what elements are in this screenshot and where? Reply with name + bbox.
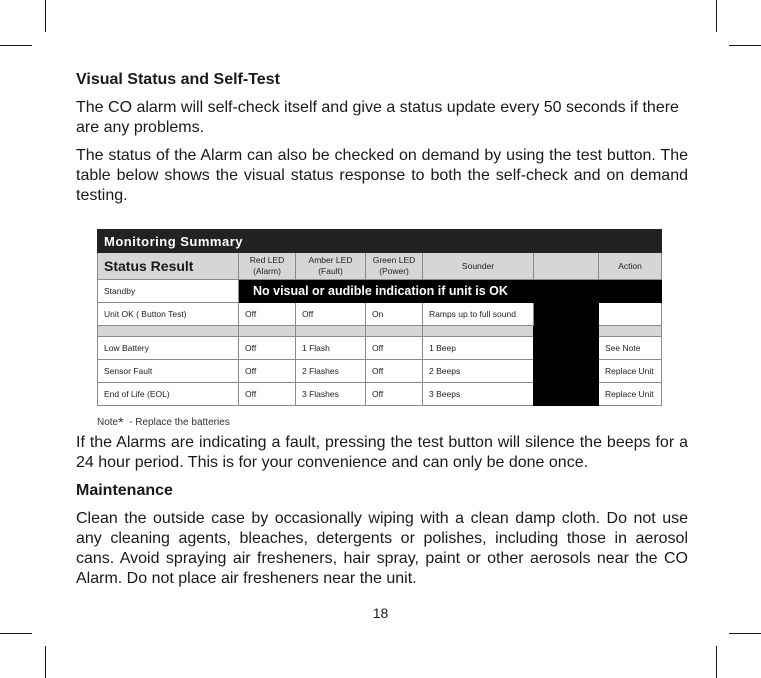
crop-mark [45,646,46,678]
cell-action: See Note [599,337,662,360]
cell-green: Off [366,337,423,360]
cell-red: Off [239,360,296,383]
cell-action: Replace Unit [599,383,662,406]
section-title: Visual Status and Self-Test [76,71,280,88]
cell-amber: 2 Flashes [296,360,366,383]
table-row-standby [98,280,662,303]
header-green-led: Green LED (Power) [366,253,423,280]
cell-action [599,303,662,326]
cell-sounder: Ramps up to full sound [423,303,534,326]
cell-amber: Off [296,303,366,326]
crop-mark [729,633,761,634]
asterisk: * [118,414,124,430]
row-label: End of Life (EOL) [98,383,239,406]
header-red-led: Red LED (Alarm) [239,253,296,280]
cell-amber: 3 Flashes [296,383,366,406]
crop-mark [729,45,761,46]
cell-red: Off [239,383,296,406]
table-title: Monitoring Summary [98,230,662,253]
table-header-row [98,253,662,280]
cell-red: Off [239,337,296,360]
cell-red: Off [239,303,296,326]
top-text [76,70,688,214]
monitoring-summary-table [97,229,662,406]
cell-action: Replace Unit [599,360,662,383]
header-amber-led: Amber LED (Fault) [296,253,366,280]
self-check-paragraph: The CO alarm will self-check itself and give a status update every 50 seconds if there are any problems. [76,99,679,136]
bottom-text [76,433,688,597]
cell-green: Off [366,360,423,383]
cell-green: Off [366,383,423,406]
header-sounder: Sounder [423,253,534,280]
header-empty [534,253,599,280]
page-number: 18 [372,605,389,621]
note-text: - Replace the batteries [129,417,230,428]
row-label: Sensor Fault [98,360,239,383]
cell-green: On [366,303,423,326]
maintenance-title: Maintenance [76,482,173,499]
black-cell [534,303,599,406]
cell-sounder: 1 Beep [423,337,534,360]
cell-amber: 1 Flash [296,337,366,360]
row-label: Standby [98,280,239,303]
cell-sounder: 2 Beeps [423,360,534,383]
crop-mark [0,45,32,46]
crop-mark [0,633,32,634]
crop-mark [716,646,717,678]
cell-sounder: 3 Beeps [423,383,534,406]
header-action: Action [599,253,662,280]
silence-paragraph: If the Alarms are indicating a fault, pressing the test button will silence the beeps for a 24 hour period. This is for your convenience and can only be done once. [76,434,688,471]
crop-mark [45,0,46,32]
battery-note [97,412,230,428]
row-label: Unit OK ( Button Test) [98,303,239,326]
table-row-unit-ok [98,303,662,326]
crop-mark [716,0,717,32]
note-prefix: Note [97,417,119,428]
row-label: Low Battery [98,337,239,360]
standby-banner: No visual or audible indication if unit is OK [239,280,662,303]
on-demand-paragraph: The status of the Alarm can also be checked on demand by using the test button. The table below shows the visual status response to both the self-check and on demand testing. [76,147,688,204]
header-status-result: Status Result [98,253,239,280]
maintenance-paragraph: Clean the outside case by occasionally wiping with a clean damp cloth. Do not use any cleaning agents, bleaches, detergents or polishes, including those in aerosol cans. Avoid spraying air fresheners, hair spray, paint or other aerosols near the CO Alarm. Do not place air fresheners near the unit. [76,510,688,587]
